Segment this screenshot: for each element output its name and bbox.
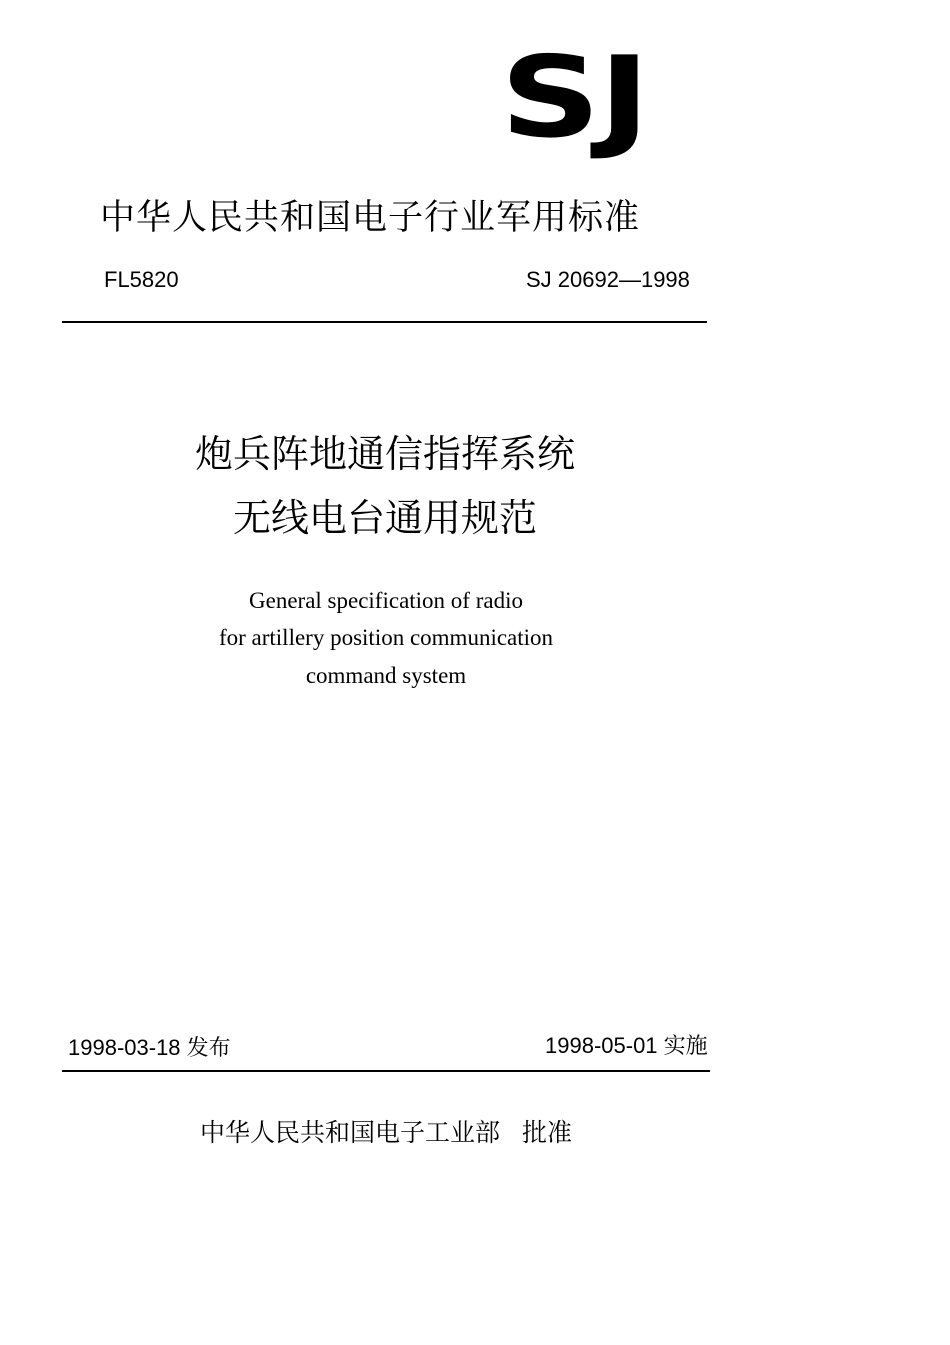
- standard-type: 中华人民共和国电子行业军用标准: [100, 198, 641, 238]
- sj-logo: SJ: [500, 33, 648, 163]
- footer-divider: [62, 1070, 710, 1072]
- issue-date: 1998-03-18 发布: [68, 1035, 231, 1060]
- header-divider: [62, 321, 707, 323]
- effective-date: 1998-05-01 实施: [545, 1033, 708, 1058]
- standard-number: SJ 20692—1998: [526, 267, 690, 292]
- approval-action: 批准: [522, 1118, 573, 1147]
- classification-code: FL5820: [104, 267, 179, 292]
- approving-authority: 中华人民共和国电子工业部: [200, 1118, 501, 1147]
- title-cn-line-1: 炮兵阵地通信指挥系统: [194, 432, 575, 476]
- approval-line: [200, 1117, 572, 1149]
- title-cn-line-2: 无线电台通用规范: [232, 496, 537, 540]
- title-en-line-2: for artillery position communication: [218, 625, 554, 650]
- title-en-line-1: General specification of radio: [249, 588, 523, 613]
- title-en-line-3: command system: [305, 663, 467, 688]
